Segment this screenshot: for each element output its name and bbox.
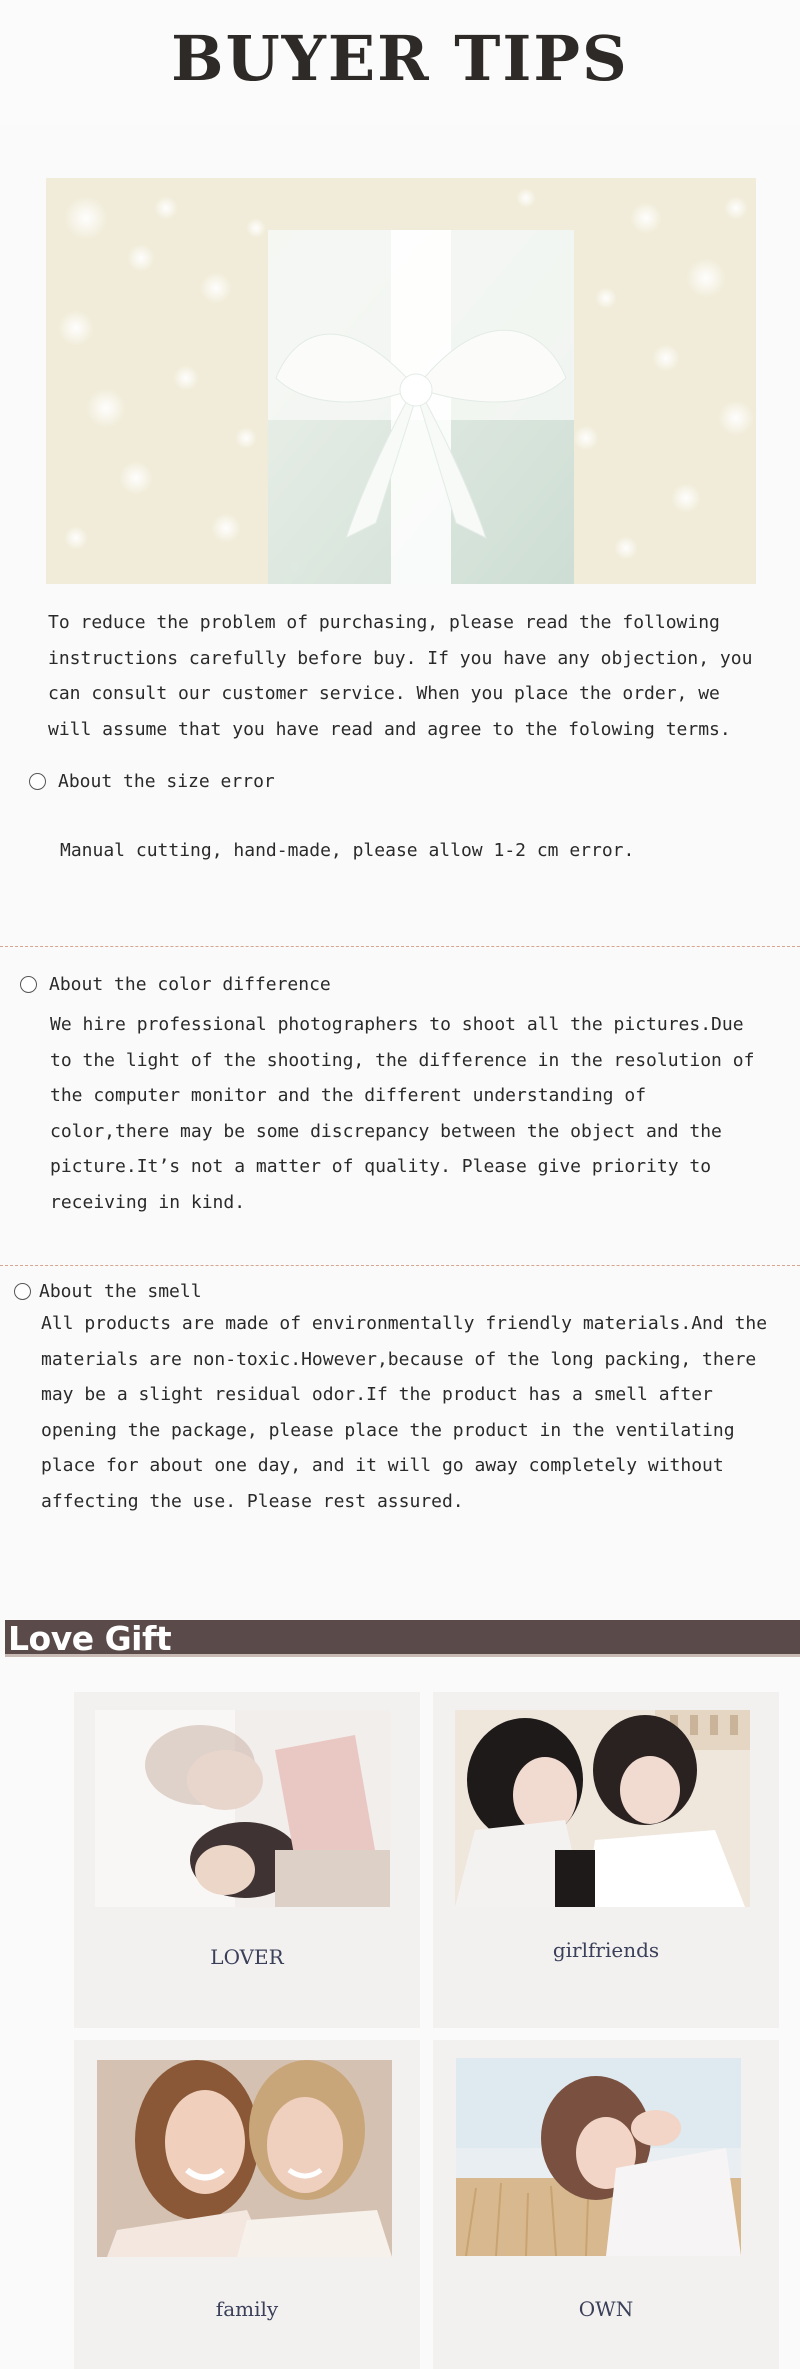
card-label: OWN (578, 2297, 634, 2321)
section-smell-heading (14, 1281, 202, 1302)
own-photo (456, 2058, 741, 2256)
love-gift-title: Love Gift (8, 1619, 172, 1658)
radio-circle-icon[interactable] (14, 1283, 31, 1300)
gift-card-family[interactable] (74, 2040, 420, 2369)
lover-photo (95, 1710, 390, 1907)
section-color-difference-body: We hire professional photographers to shoot all the pictures.Due to the light of the shooting, the difference in the resolution of the computer monitor and the different understanding of color,there may be some discrepancy between the object and the picture.It’s not a matter of quality. Please give priority to receiving in kind. (50, 1014, 755, 1213)
section-smell-body: All products are made of environmentally friendly materials.And the materials are non-toxic.However,because of the long packing, there may be a slight residual odor.If the product has a smell after opening the package, please place the product in the ventilating place for about one day, and it will go away completely without affecting the use. Please rest assured. (41, 1313, 768, 1512)
gift-card-own[interactable] (433, 2040, 779, 2369)
hero-gift-box-image (46, 178, 756, 584)
page-title: BUYER TIPS (171, 22, 629, 95)
section-heading-label: About the color difference (49, 974, 331, 995)
radio-circle-icon[interactable] (20, 976, 37, 993)
gift-box-illustration (46, 178, 756, 584)
section-heading-label: About the smell (39, 1281, 202, 1302)
radio-circle-icon[interactable] (29, 773, 46, 790)
gift-card-girlfriends[interactable] (433, 1692, 779, 2028)
girlfriends-photo (455, 1710, 750, 1907)
card-label: girlfriends (552, 1938, 660, 1962)
gift-card-lover[interactable] (74, 1692, 420, 2028)
card-label: family (215, 2297, 279, 2321)
card-label: LOVER (210, 1945, 284, 1969)
section-divider (0, 946, 800, 947)
section-size-error-body: Manual cutting, hand-made, please allow 1-2 cm error. (60, 840, 635, 861)
section-heading-label: About the size error (58, 771, 275, 792)
intro-text: To reduce the problem of purchasing, please read the following instructions carefully before buy. If you have any objection, you can consult our customer service. When you place the order, we will assume that you have read and agree to the folowing terms. (48, 612, 753, 740)
section-color-difference-heading (20, 974, 331, 995)
family-photo (97, 2060, 392, 2257)
section-divider (0, 1265, 800, 1266)
love-gift-banner (5, 1620, 800, 1657)
section-size-error-heading (29, 771, 275, 792)
